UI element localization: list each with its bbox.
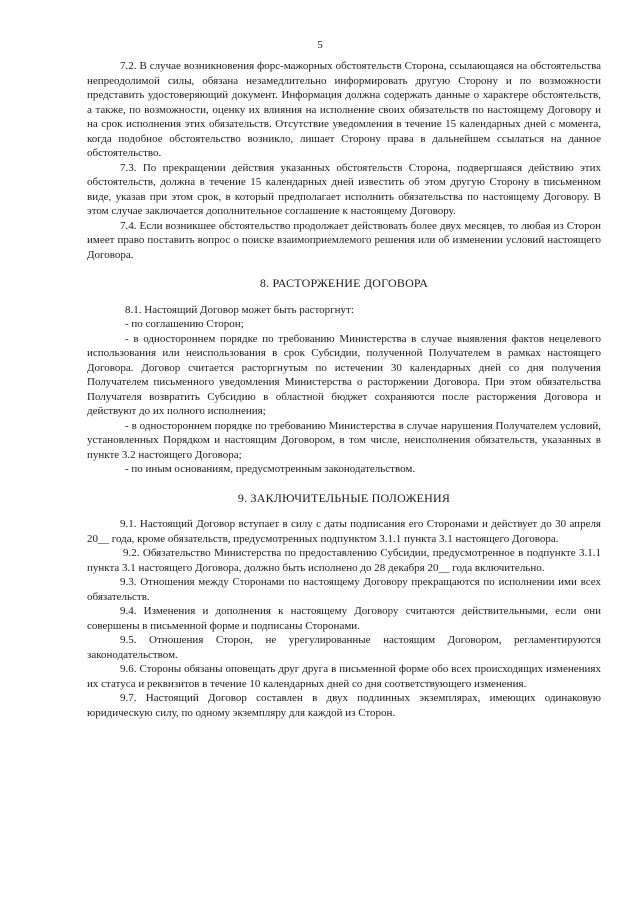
paragraph-7-3: 7.3. По прекращении действия указанных обстоятельств Сторона, подвергшаяся действию этих обстоятельств, должна в течение 15 календарных дней известить об этом другую Сторону в письменном виде, указав при этом срок, в который предполагает исполнить обязательства по настоящему Договору. В этом случае заключается дополнительное соглашение к настоящему Договору. [87,161,601,217]
section-9-heading: 9. ЗАКЛЮЧИТЕЛЬНЫЕ ПОЛОЖЕНИЯ [237,490,451,505]
page-number: 5 [317,39,323,51]
list-item: - в одностороннем порядке по требованию Министерства в случае нарушения Получателем условий, установленных Порядком и настоящим Договором, в том числе, неисполнения обязательств, указанных в пункте 3.2 настоящего Договора; [87,419,601,461]
document-body [87,59,601,720]
list-item: - в одностороннем порядке по требованию Министерства в случае выявления фактов нецелевого использования или неиспользования в срок Субсидии, полученной Получателем в рамках настоящего Договора. Договор считается расторгнутым по истечении 30 календарных дней со дня получения Получателем письменного уведомления Министерства о расторжении Договора. При этом обязательства Получателя возвратить Субсидию в областной бюджет сохраняются после расторжения Договора и действуют до их полного исполнения; [87,332,601,417]
paragraph-9-5: 9.5. Отношения Сторон, не урегулированные настоящим Договором, регламентируются законодательством. [87,634,601,661]
list-item: - по иным основаниям, предусмотренным законодательством. [125,463,416,475]
paragraph-9-4: 9.4. Изменения и дополнения к настоящему Договору считаются действительными, если они совершены в письменной форме и подписаны Сторонами. [87,605,601,632]
section-8-heading: 8. РАСТОРЖЕНИЕ ДОГОВОРА [259,276,429,290]
paragraph-9-3: 9.3. Отношения между Сторонами по настоящему Договору прекращаются по исполнении ими всех обязательств. [87,576,601,603]
list-item: - по соглашению Сторон; [125,318,244,330]
paragraph-8-1: 8.1. Настоящий Договор может быть расторгнут: [125,303,354,316]
paragraph-9-7: 9.7. Настоящий Договор составлен в двух подлинных экземплярах, имеющих одинаковую юридическую силу, по одному экземпляру для каждой из Сторон. [87,692,601,719]
paragraph-7-4: 7.4. Если возникшее обстоятельство продолжает действовать более двух месяцев, то любая из Сторон имеет право поставить вопрос о поиске взаимоприемлемого решения или об изменении условий настоящего Договора. [87,219,601,261]
paragraph-7-2: 7.2. В случае возникновения форс-мажорных обстоятельств Сторона, ссылающаяся на обстоятельства непреодолимой силы, обязана незамедлительно информировать другую Сторону и по возможности представить удостоверяющий документ. Информация должна содержать данные о характере обстоятельств, а также, по возможности, оценку их влияния на исполнение своих обязательств по настоящему Договору и на срок исполнения этих обязательств. Отсутствие уведомления в течение 15 календарных дней с момента, когда подобное обстоятельство возникло, лишает Сторону права в дальнейшем ссылаться на данное обстоятельство. [87,60,601,159]
paragraph-9-2: 9.2. Обязательство Министерства по предоставлению Субсидии, предусмотренное в подпункте 3.1.1 пункта 3.1 настоящего Договора, должно быть исполнено до 28 декабря 20__ года включительно. [87,547,601,574]
paragraph-9-6: 9.6. Стороны обязаны оповещать друг друга в письменной форме обо всех происходящих изменениях их статуса и реквизитов в течение 10 календарных дней со дня соответствующего изменения. [87,663,601,690]
paragraph-9-1: 9.1. Настоящий Договор вступает в силу с даты подписания его Сторонами и действует до 30 апреля 20__ года, кроме обязательств, предусмотренных подпунктом 3.1.1 пункта 3.1 настоящего Договора. [87,518,601,545]
